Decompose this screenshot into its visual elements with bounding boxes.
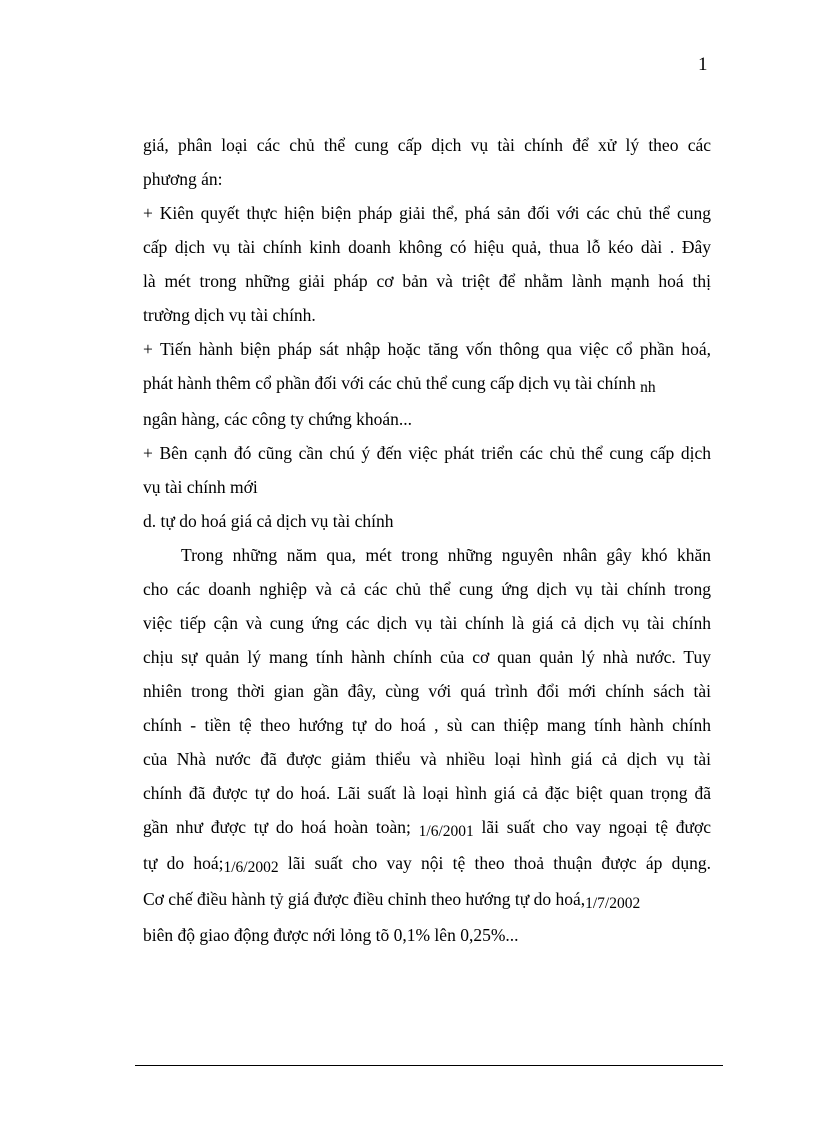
text-line: nhiên trong thời gian gần đây, cùng với quá trình đổi mới chính sách tài — [143, 681, 711, 701]
date-fragment: 1/6/2002 — [223, 859, 279, 876]
text-line: vụ tài chính mới — [143, 477, 258, 497]
text-line: của Nhà nước đã được giảm thiểu và nhiều loại hình giá cả dịch vụ tài — [143, 749, 711, 769]
text-fragment-small: nh — [640, 379, 656, 396]
text-line: cấp dịch vụ tài chính kinh doanh không có hiệu quả, thua lỗ kéo dài . Đây — [143, 237, 711, 257]
text-line — [143, 882, 711, 918]
text-line: trường dịch vụ tài chính. — [143, 305, 316, 325]
text-line: chính - tiền tệ theo hướng tự do hoá , sù can thiệp mang tính hành chính — [143, 715, 711, 735]
footer-divider — [135, 1065, 723, 1066]
text-line: là mét trong những giải pháp cơ bản và triệt để nhằm lành mạnh hoá thị — [143, 271, 711, 291]
text-line: + Bên cạnh đó cũng cần chú ý đến việc phát triển các chủ thể cung cấp dịch — [143, 443, 711, 463]
page-number: 1 — [698, 54, 708, 75]
text-fragment: lãi suất cho vay ngoại tệ được — [481, 817, 711, 837]
text-line: Trong những năm qua, mét trong những nguyên nhân gây khó khăn — [181, 545, 711, 565]
text-line: việc tiếp cận và cung ứng các dịch vụ tài chính là giá cả dịch vụ tài chính — [143, 613, 711, 633]
text-line: chịu sự quản lý mang tính hành chính của cơ quan quản lý nhà nước. Tuy — [143, 647, 711, 667]
text-line: biên độ giao động được nới lỏng tõ 0,1% lên 0,25%... — [143, 925, 519, 945]
text-line — [143, 846, 711, 882]
document-body — [143, 128, 711, 952]
text-line: giá, phân loại các chủ thể cung cấp dịch vụ tài chính để xử lý theo các — [143, 135, 711, 155]
text-fragment: Cơ chế điều hành tỷ giá được điều chỉnh theo hướng tự do hoá, — [143, 889, 586, 909]
text-fragment: tự do hoá; — [143, 853, 224, 873]
text-fragment: phát hành thêm cổ phần đối với các chủ thể cung cấp dịch vụ tài chính — [143, 373, 636, 393]
date-fragment: 1/6/2001 — [418, 823, 474, 840]
text-line — [143, 810, 711, 846]
text-line: ngân hàng, các công ty chứng khoán... — [143, 409, 412, 429]
text-line: cho các doanh nghiệp và cả các chủ thể cung ứng dịch vụ tài chính trong — [143, 579, 711, 599]
text-line: + Tiến hành biện pháp sát nhập hoặc tăng vốn thông qua việc cổ phần hoá, — [143, 339, 711, 359]
section-heading: d. tự do hoá giá cả dịch vụ tài chính — [143, 511, 394, 531]
text-line: chính đã được tự do hoá. Lãi suất là loại hình giá cả đặc biệt quan trọng đã — [143, 783, 711, 803]
text-line — [143, 366, 711, 402]
text-fragment: gần như được tự do hoá hoàn toàn; — [143, 817, 411, 837]
text-line: + Kiên quyết thực hiện biện pháp giải thể, phá sản đối với các chủ thể cung — [143, 203, 711, 223]
text-line: phương án: — [143, 169, 223, 189]
text-fragment: lãi suất cho vay nội tệ theo thoả thuận được áp dụng. — [287, 853, 712, 873]
date-fragment: 1/7/2002 — [585, 895, 641, 912]
